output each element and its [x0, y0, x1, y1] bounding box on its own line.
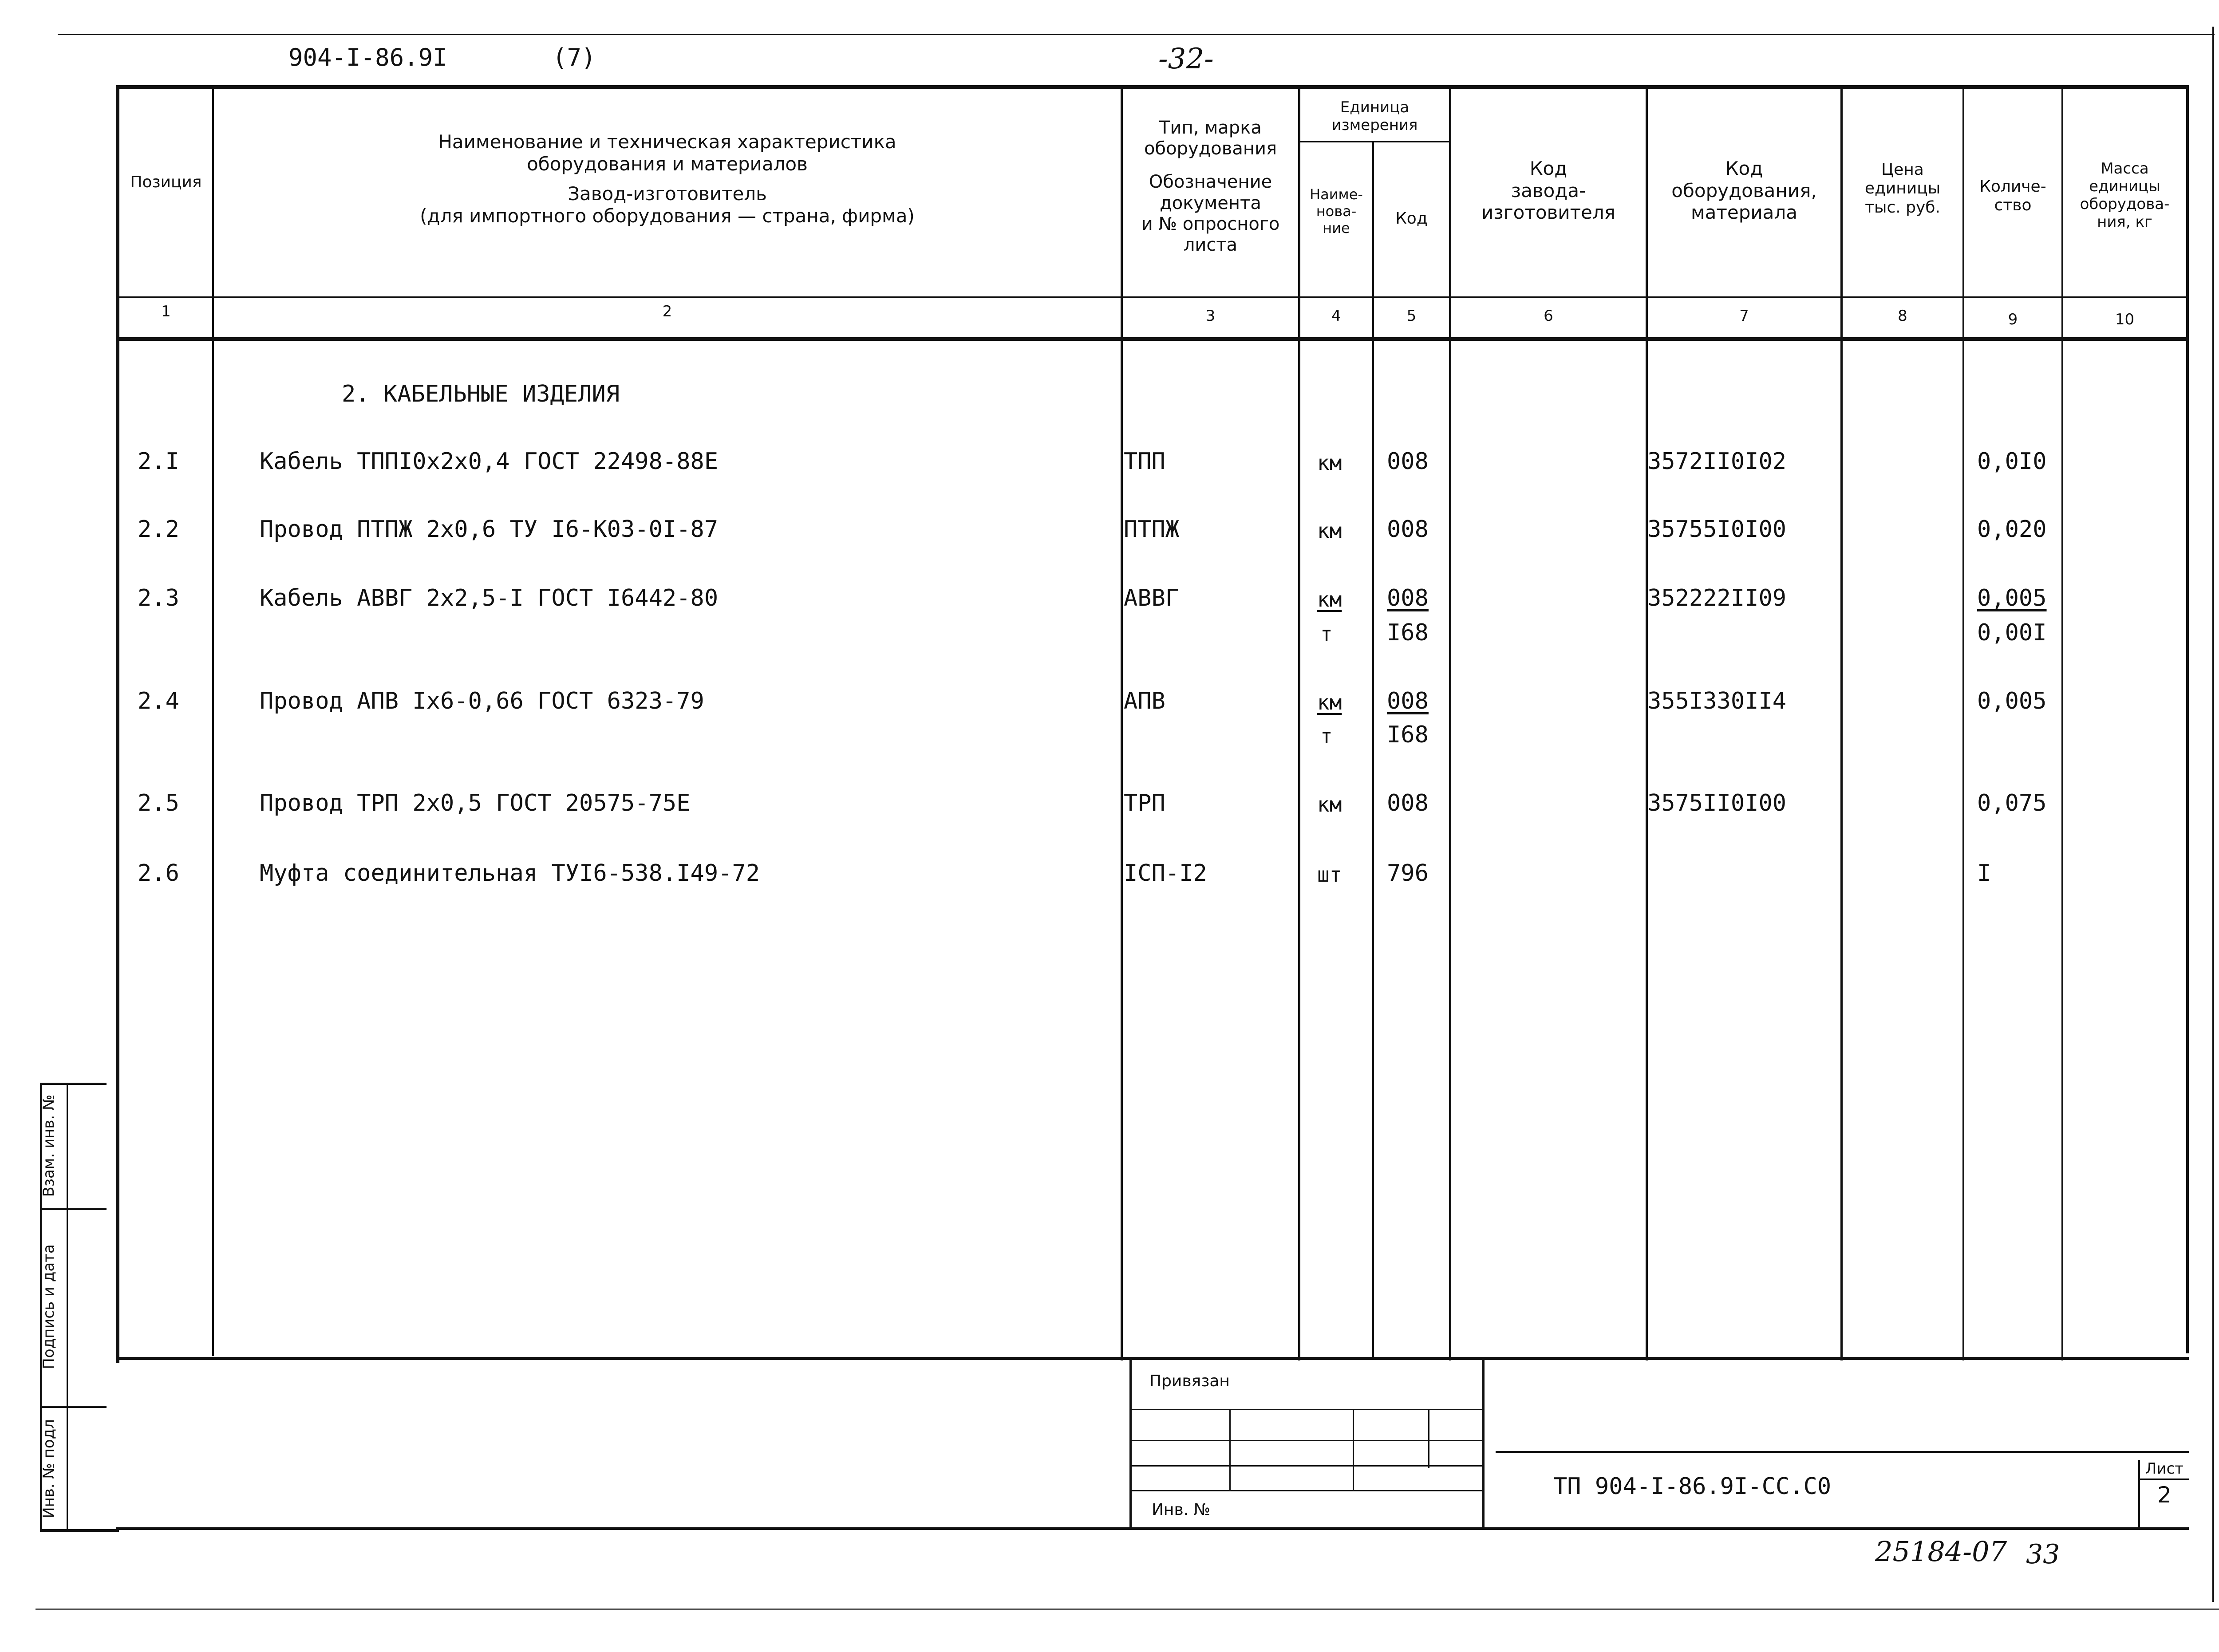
- row-unit: км: [1317, 792, 1342, 816]
- side-inv-label: Инв. № подл: [40, 1419, 58, 1518]
- row-equip-code: 355I330II4: [1647, 688, 1787, 714]
- sheet-label: Лист: [2145, 1460, 2184, 1478]
- page-number: -32-: [1158, 43, 1214, 75]
- col-number: 5: [1406, 307, 1417, 325]
- row-qty: 0,075: [1977, 790, 2047, 816]
- doc-code: ТП 904-I-86.9I-СС.С0: [1553, 1473, 1832, 1500]
- col9-header: Количе- ство: [1979, 177, 2046, 215]
- row-type: ТПП: [1124, 448, 1165, 475]
- row-unit-code: 796: [1387, 860, 1429, 887]
- unit-header: Единица измерения: [1331, 99, 1418, 134]
- row-unit: км: [1317, 690, 1342, 714]
- side-vzam-label: Взам. инв. №: [40, 1094, 58, 1197]
- col1-header: Позиция: [130, 173, 202, 191]
- document-code: 904-I-86.9I: [288, 43, 447, 71]
- row-unit: км: [1317, 587, 1342, 611]
- row-equip-code: 35755I0I00: [1647, 516, 1787, 543]
- row-unit: шт: [1317, 863, 1342, 887]
- col4-header: Наиме- нова- ние: [1310, 186, 1363, 237]
- row-equip-code: 3572II0I02: [1647, 448, 1787, 475]
- row-qty: 0,020: [1977, 516, 2047, 543]
- col10-header: Масса единицы оборудова- ния, кг: [2080, 160, 2170, 231]
- col7-header: Код оборудования, материала: [1671, 158, 1817, 224]
- part-number: (7): [553, 43, 596, 71]
- privyazan-label: Привязан: [1149, 1372, 1230, 1390]
- row-name: Провод АПВ Iх6-0,66 ГОСТ 6323-79: [260, 688, 704, 714]
- col-number: 4: [1331, 307, 1341, 325]
- col-number: 3: [1205, 307, 1216, 325]
- row-unit: км: [1317, 451, 1342, 475]
- row-position: 2.3: [138, 585, 179, 611]
- row-unit-code: 008: [1387, 790, 1429, 816]
- col6-header: Код завода- изготовителя: [1481, 158, 1616, 224]
- row-unit-code: 008: [1387, 585, 1429, 611]
- col8-header: Цена единицы тыс. руб.: [1864, 161, 1941, 217]
- row-unit: км: [1317, 519, 1342, 543]
- section-title: 2. КАБЕЛЬНЫЕ ИЗДЕЛИЯ: [342, 381, 620, 407]
- row-type: ПТПЖ: [1124, 516, 1180, 543]
- col-number: 7: [1739, 307, 1749, 325]
- row-name: Провод ТРП 2х0,5 ГОСТ 20575-75Е: [260, 790, 691, 816]
- row-equip-code: 3575II0I00: [1647, 790, 1787, 816]
- row-qty: I: [1977, 860, 1991, 887]
- col-number: 10: [2115, 311, 2135, 328]
- row-unit-secondary: т: [1320, 622, 1333, 646]
- col-number: 9: [2008, 311, 2018, 328]
- col5-header: Код: [1395, 209, 1428, 228]
- row-unit-code-secondary: I68: [1387, 722, 1429, 748]
- col2-header: Наименование и техническая характеристика оборудования и материалов Завод-изготовитель (для импортного оборудования — страна, фирма): [420, 131, 915, 227]
- row-qty: 0,005: [1977, 585, 2047, 611]
- archive-number: 33: [2026, 1539, 2060, 1570]
- col-number: 8: [1898, 307, 1907, 325]
- side-podpis-label: Подпись и дата: [40, 1244, 58, 1369]
- row-type: ТРП: [1124, 790, 1165, 816]
- row-name: Кабель ТППI0х2х0,4 ГОСТ 22498-88Е: [260, 448, 719, 475]
- col-number: 6: [1544, 307, 1553, 325]
- row-type: IСП-I2: [1124, 860, 1207, 887]
- row-unit-code: 008: [1387, 516, 1429, 543]
- row-name: Провод ПТПЖ 2х0,6 ТУ I6-К03-0I-87: [260, 516, 719, 543]
- row-name: Муфта соединительная ТУI6-538.I49-72: [260, 860, 760, 887]
- row-qty: 0,0I0: [1977, 448, 2047, 475]
- row-unit-code: 008: [1387, 448, 1429, 475]
- row-unit-secondary: т: [1320, 724, 1333, 748]
- row-qty: 0,005: [1977, 688, 2047, 714]
- row-unit-code-secondary: I68: [1387, 619, 1429, 646]
- handwritten-number: 25184-07: [1875, 1535, 2007, 1568]
- row-unit-code: 008: [1387, 688, 1429, 714]
- col3-header: Тип, марка оборудования Обозначение документа и № опросного листа: [1141, 118, 1280, 255]
- sheet-number: 2: [2157, 1482, 2172, 1508]
- col-number: 1: [161, 303, 171, 320]
- row-position: 2.4: [138, 688, 179, 714]
- row-position: 2.6: [138, 860, 179, 887]
- row-position: 2.I: [138, 448, 179, 475]
- row-name: Кабель АВВГ 2х2,5-I ГОСТ I6442-80: [260, 585, 719, 611]
- row-position: 2.2: [138, 516, 179, 543]
- row-type: АВВГ: [1124, 585, 1180, 611]
- row-equip-code: 352222II09: [1647, 585, 1787, 611]
- row-type: АПВ: [1124, 688, 1165, 714]
- col-number: 2: [662, 303, 672, 320]
- inv-label: Инв. №: [1152, 1501, 1211, 1519]
- row-qty-secondary: 0,00I: [1977, 619, 2047, 646]
- row-position: 2.5: [138, 790, 179, 816]
